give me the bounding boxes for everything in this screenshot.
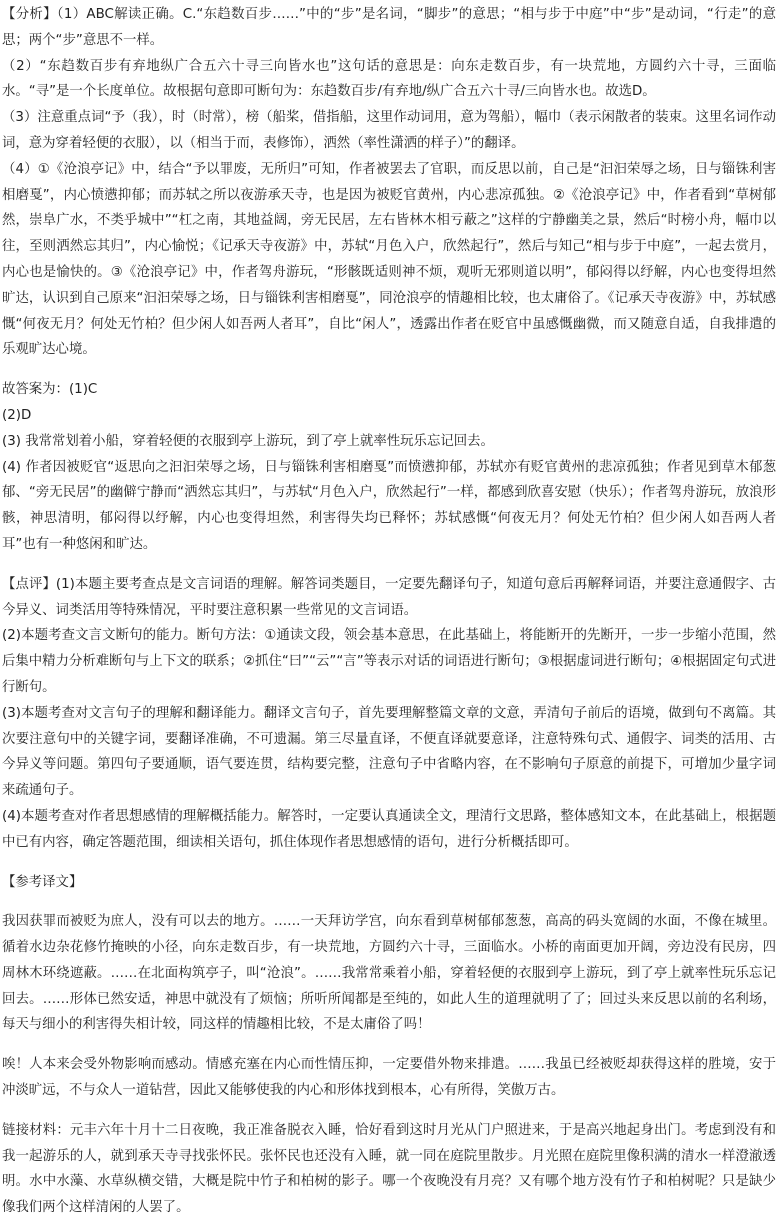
analysis-paragraph-1: 【分析】（1）ABC解读正确。C.“东趋数百步……”中的“步”是名词，“脚步”的意思；“相与步于中庭”中“步”是动词，“行走”的意思；两个“步”意思不一样。 bbox=[2, 2, 776, 54]
comment-paragraph-1: 【点评】(1)本题主要考查点是文言词语的理解。解答词类题目，一定要先翻译句子，知道句意后再解释词语，并要注意通假字、古今异义、词类活用等特殊情况，平时要注意积累一些常见的文言词语。 bbox=[2, 572, 776, 624]
analysis-paragraph-4: （4）①《沧浪亭记》中，结合“予以罪废，无所归”可知，作者被罢去了官职，而反思以前，自己是“汩汩荣辱之场，日与锱铢利害相磨戛”，内心愤懑抑郁；而苏轼之所以夜游承天寺，也是因为被贬官黄州，内心悲凉孤独。②《沧浪亭记》中，作者看到“草树郁然，崇阜广水，不类乎城中”“杠之南，其地益阔，旁无民居，左右皆林木相亏蔽之”这样的宁静幽美之景，然后“时榜小舟，幅巾以往，至则洒然忘其归”，内心愉悦；《记承天寺夜游》中，苏轼“月色入户，欣然起行”，然后与知己“相与步于中庭”，一起去赏月，内心也是愉快的。③《沧浪亭记》中，作者驾舟游玩，“形骸既适则神不烦，观听无邪则道以明”，郁闷得以纾解，内心也变得坦然旷达，认识到自己原来“汩汩荣辱之场，日与锱铢利害相磨戛”，同沧浪亭的情趣相比较，也太庸俗了。《记承天寺夜游》中，苏轼感慨“何夜无月？何处无竹柏？但少闲人如吾两人者耳”，自比“闲人”，透露出作者在贬官中虽感慨幽微，而又随意自适，自我排遣的乐观旷达心境。 bbox=[2, 157, 776, 363]
spacer bbox=[2, 363, 776, 377]
reference-heading: 【参考译文】 bbox=[2, 870, 776, 896]
comment-section bbox=[2, 572, 776, 856]
spacer bbox=[2, 1104, 776, 1118]
analysis-section bbox=[2, 2, 776, 363]
reference-paragraph-1: 我因获罪而被贬为庶人，没有可以去的地方。……一天拜访学宫，向东看到草树郁郁葱葱，高高的码头宽阔的水面，不像在城里。循着水边杂花修竹掩映的小径，向东走数百步，有一块荒地，方圆约六十寻，三面临水。小桥的南面更加开阔，旁边没有民房，四周林木环绕遮蔽。……在北面构筑亭子，叫“沧浪”。……我常常乘着小船，穿着轻便的衣服到亭上游玩，到了亭上就率性玩乐忘记回去。……形体已然安适，神思中就没有了烦恼；所听所闻都是至纯的，如此人生的道理就明了了；回过头来反思以前的名利场，每天与细小的利害得失相计较，同这样的情趣相比较，不是太庸俗了吗！ bbox=[2, 909, 776, 1038]
answer-line-4: (4) 作者因被贬官“返思向之汩汩荣辱之场，日与锱铢利害相磨戛”而愤懑抑郁，苏轼亦有贬官黄州的悲凉孤独；作者见到草木郁葱郁、“旁无民居”的幽僻宁静而“洒然忘其归”，与苏轼“月色入户，欣然起行”一样，都感到欣喜安慰（快乐）；作者驾舟游玩，放浪形骸，神思清明，郁闷得以纾解，内心也变得坦然，利害得失均已释怀；苏轼感慨“何夜无月？何处无竹柏？但少闲人如吾两人者耳”也有一种悠闲和旷达。 bbox=[2, 455, 776, 558]
spacer bbox=[2, 558, 776, 572]
analysis-paragraph-2: （2）“东趋数百步有弃地纵广合五六十寻三向皆水也”这句话的意思是：向东走数百步，有一块荒地，方圆约六十寻，三面临水。“寻”是一个长度单位。故根据句意即可断句为：东趋数百步/有弃地/纵广合五六十寻/三向皆水也。故选D。 bbox=[2, 54, 776, 106]
comment-paragraph-3: (3)本题考查对文言句子的理解和翻译能力。翻译文言句子，首先要理解整篇文章的文意，弄清句子前后的语境，做到句不离篇。其次要注意句中的关键字词，要翻译准确，不可遗漏。第三尽量直译，不便直译就要意译，注意特殊句式、通假字、词类的活用、古今异义等问题。第四句子要通顺，语气要连贯，结构要完整，注意句子中省略内容，在不影响句子原意的前提下，可增加少量字词来疏通句子。 bbox=[2, 701, 776, 804]
answer-line-1: 故答案为：(1)C bbox=[2, 377, 776, 403]
spacer bbox=[2, 895, 776, 909]
answer-line-3: (3) 我常常划着小船，穿着轻便的衣服到亭上游玩，到了亭上就率性玩乐忘记回去。 bbox=[2, 429, 776, 455]
spacer bbox=[2, 1038, 776, 1052]
reference-translation-section bbox=[2, 870, 776, 1221]
answer-line-2: (2)D bbox=[2, 403, 776, 429]
comment-paragraph-4: (4)本题考查对作者思想感情的理解概括能力。解答时，一定要认真通读全文，理清行文思路，整体感知文本，在此基础上，根据题中已有内容，确定答题范围，细读相关语句，抓住体现作者思想感情的语句，进行分析概括即可。 bbox=[2, 804, 776, 856]
comment-paragraph-2: (2)本题考查文言文断句的能力。断句方法：①通读文段，领会基本意思，在此基础上，将能断开的先断开，一步一步缩小范围，然后集中精力分析难断句与上下文的联系；②抓住“曰”“云”“言”等表示对话的词语进行断句；③根据虚词进行断句；④根据固定句式进行断句。 bbox=[2, 623, 776, 700]
analysis-paragraph-3: （3）注意重点词“予（我），时（时常），榜（船桨，借指船，这里作动词用，意为驾船），幅巾（表示闲散者的装束。这里名词作动词，意为穿着轻便的衣服），以（相当于而，表修饰），洒然（率性潇洒的样子）”的翻译。 bbox=[2, 105, 776, 157]
spacer bbox=[2, 856, 776, 870]
reference-paragraph-3: 链接材料：元丰六年十月十二日夜晚，我正准备脱衣入睡，恰好看到这时月光从门户照进来，于是高兴地起身出门。考虑到没有和我一起游乐的人，就到承天寺寻找张怀民。张怀民也还没有入睡，就一同在庭院里散步。月光照在庭院里像积满的清水一样澄澈透明。水中水藻、水草纵横交错，大概是院中竹子和柏树的影子。哪一个夜晚没有月亮？又有哪个地方没有竹子和柏树呢？只是缺少像我们两个这样清闲的人罢了。 bbox=[2, 1118, 776, 1221]
reference-paragraph-2: 唉！人本来会受外物影响而感动。情感充塞在内心而性情压抑，一定要借外物来排遣。……我虽已经被贬却获得这样的胜境，安于冲淡旷远，不与众人一道钻营，因此又能够使我的内心和形体找到根本，心有所得，笑傲万古。 bbox=[2, 1052, 776, 1104]
answer-section bbox=[2, 377, 776, 558]
